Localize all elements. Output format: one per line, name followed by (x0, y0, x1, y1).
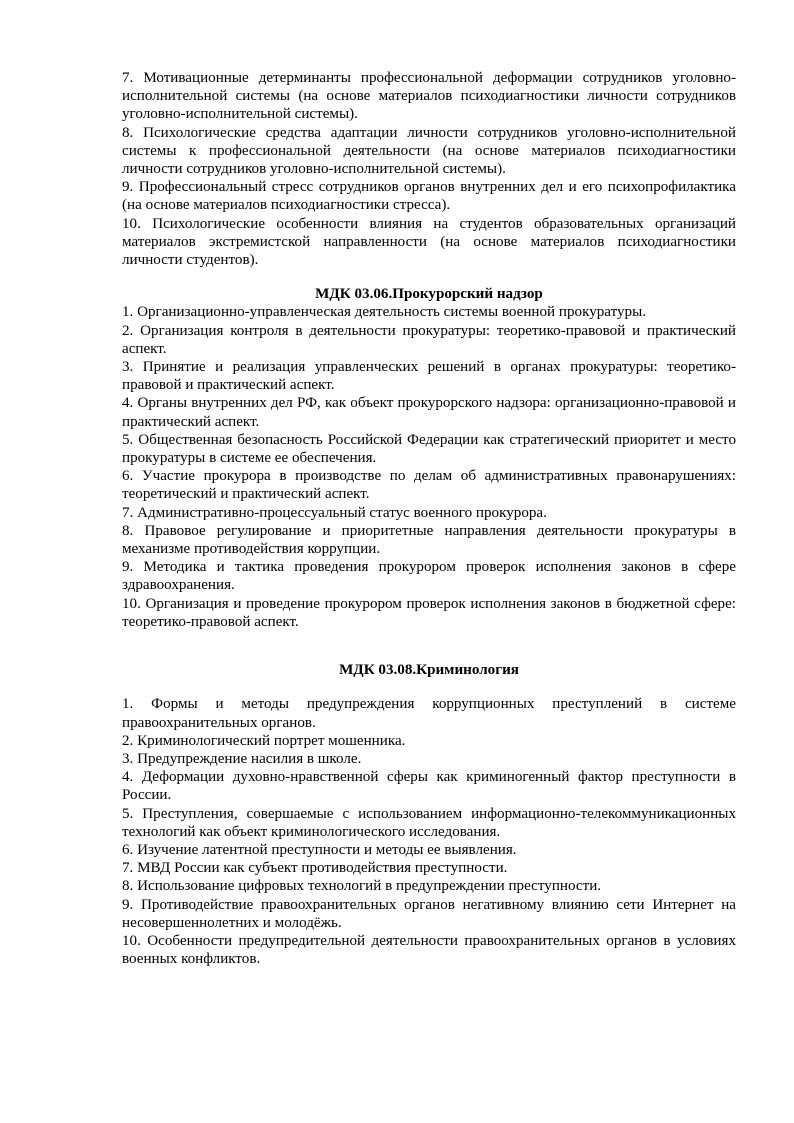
list-item: 1. Организационно-управленческая деятельность системы военной прокуратуры. (122, 304, 646, 321)
list-item: 5. Общественная безопасность Российской Федерации как стратегический приоритет и место прокуратуры в системе ее обеспечения. (122, 431, 736, 467)
list-item: 2. Организация контроля в деятельности прокуратуры: теоретико-правовой и практический аспект. (122, 322, 736, 357)
list-item: 9. Методика и тактика проведения прокурором проверок исполнения законов в сфере здравоохранения. (122, 559, 736, 594)
list-item: 6. Участие прокурора в производстве по делам об административных правонарушениях: теоретический и практический аспект. (122, 468, 736, 503)
list-item: 4. Деформации духовно-нравственной сферы как криминогенный фактор преступности в России. (122, 769, 736, 804)
list-item: 6. Изучение латентной преступности и методы ее выявления. (122, 841, 517, 858)
list-item: 5. Преступления, совершаемые с использованием информационно-телекоммуникационных технологий как объект криминологического исследования. (122, 805, 736, 840)
list-item: 8. Использование цифровых технологий в предупреждении преступности. (122, 878, 602, 895)
list-item: 10. Особенности предупредительной деятельности правоохранительных органов в условиях военных конфликтов. (122, 932, 736, 968)
section-prosecutor-list (122, 303, 736, 631)
list-item: 9. Противодействие правоохранительных органов негативному влиянию сети Интернет на несовершеннолетних и молодёжь. (122, 896, 736, 931)
section-title-prosecutor: МДК 03.06.Прокурорский надзор (315, 286, 543, 303)
list-item: 3. Предупреждение насилия в школе. (122, 750, 362, 767)
list-item: 10. Организация и проведение прокурором проверок исполнения законов в бюджетной сфере: теоретико-правовой аспект. (122, 595, 736, 630)
list-item: 2. Криминологический портрет мошенника. (122, 732, 406, 749)
section-criminology-list (122, 695, 736, 968)
list-item: 4. Органы внутренних дел РФ, как объект прокурорского надзора: организационно-правовой и практический аспект. (122, 395, 736, 430)
document-body (122, 69, 736, 968)
list-item: 1. Формы и методы предупреждения коррупционных преступлений в системе правоохранительных органов. (122, 696, 736, 731)
list-item: 3. Принятие и реализация управленческих решений в органах прокуратуры: теоретико-правовой и практический аспект. (122, 359, 736, 394)
list-item: 9. Профессиональный стресс сотрудников органов внутренних дел и его психопрофилактика (на основе материалов психодиагностики стресса). (122, 179, 736, 214)
list-item: 8. Психологические средства адаптации личности сотрудников уголовно-исполнительной системы к профессиональной деятельности (на основе материалов психодиагностики личности сотрудников уголовно-исполнительной системы). (122, 124, 736, 178)
list-item: 7. Мотивационные детерминанты профессиональной деформации сотрудников уголовно-исполнительной системы (на основе материалов психодиагностики личности сотрудников уголовно-исполнительной системы). (122, 70, 736, 123)
list-item: 7. Административно-процессуальный статус военного прокурора. (122, 504, 547, 521)
list-item: 10. Психологические особенности влияния на студентов образовательных организаций материалов экстремистской направленности (на основе материалов психодиагностики личности студентов). (122, 215, 736, 269)
section-title-criminology: МДК 03.08.Криминология (339, 662, 519, 679)
list-item: 8. Правовое регулирование и приоритетные направления деятельности прокуратуры в механизме противодействия коррупции. (122, 522, 736, 558)
list-item: 7. МВД России как субъект противодействия преступности. (122, 860, 508, 877)
section-top-list (122, 69, 736, 269)
